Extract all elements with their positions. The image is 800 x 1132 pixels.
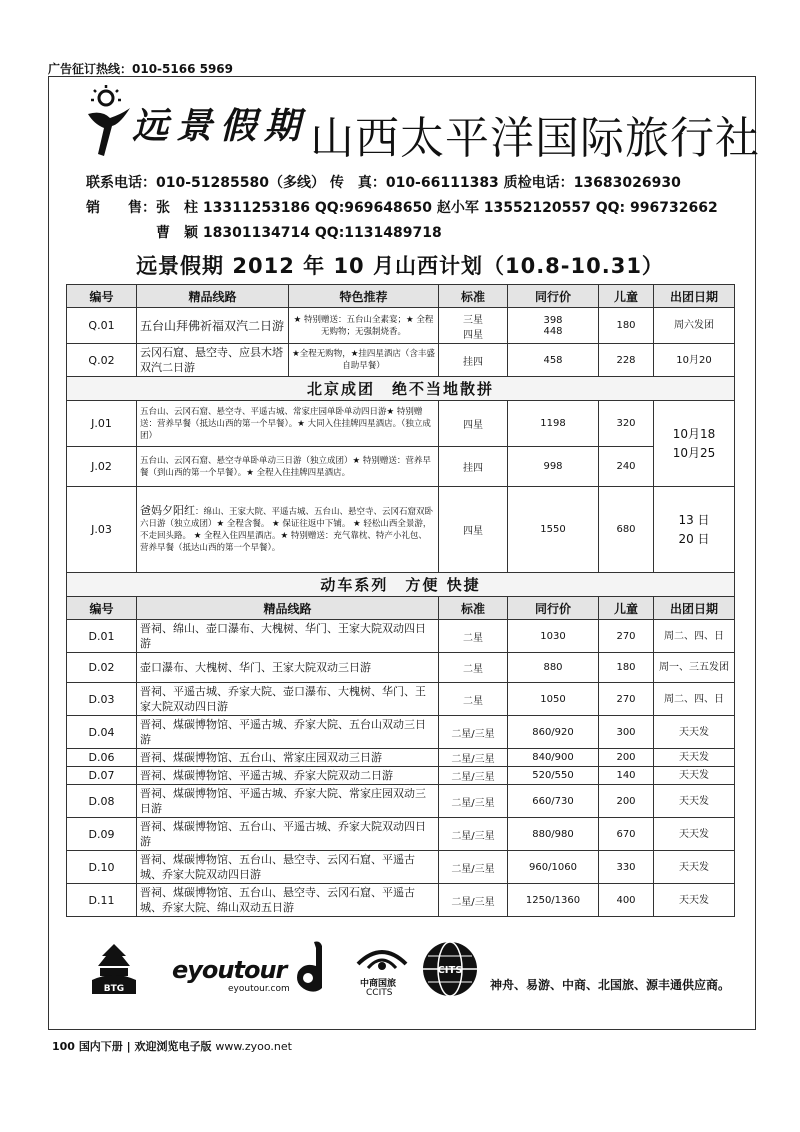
row-code: D.01 [67,620,137,653]
row-feature: ★ 特别赠送：五台山全素宴；★ 全程无购物；无强制烧香。 [289,308,439,344]
row-child: 200 [599,749,654,767]
ccits-label: CCITS [366,988,393,998]
row-route: 晋祠、绵山、壶口瀑布、大槐树、华门、王家大院双动四日游 [137,620,439,653]
row-standard: 四星 [439,487,508,573]
row-code: J.03 [67,487,137,573]
row-date: 天天发 [654,818,735,851]
row-date: 周二、四、日 [654,620,735,653]
row-code: D.02 [67,653,137,683]
supplier-note: 神舟、易游、中商、北国旅、源丰通供应商。 [490,978,731,992]
table-row [67,749,735,767]
plan-title: 远景假期 2012 年 10 月山西计划（10.8-10.31） [136,254,664,278]
row-child: 270 [599,620,654,653]
row-standard: 二星/三星 [439,749,508,767]
row-route: 晋祠、煤碳博物馆、五台山、悬空寺、云冈石窟、平遥古城、乔家大院双动四日游 [137,851,439,884]
row-price: 1198 [508,401,599,447]
col-date: 出团日期 [654,597,735,620]
brand-name: 远景假期 [132,105,309,147]
table-row [67,785,735,818]
row-standard: 二星 [439,620,508,653]
row-standard: 挂四 [439,344,508,377]
contact-line-phone: 联系电话：010-51285580（多线） 传 真：010-66111383 质检电话：13683026930 [86,175,681,191]
btg-logo-icon [88,940,140,996]
partner-logos [80,940,740,1000]
row-route: 五台山、云冈石窟、悬空寺、平遥古城、常家庄园单卧单动四日游★ 特别赠送：营养早餐（抵达山西的第一个早餐）。★ 大同入住挂牌四星酒店。（独立成团） [137,401,439,447]
col-child: 儿童 [599,285,654,308]
row-child: 228 [599,344,654,377]
row-feature: ★全程无购物，★挂四星酒店（含丰盛自助早餐） [289,344,439,377]
page-footer [52,1038,292,1054]
tour-schedule-table [66,284,735,917]
row-date: 10月20 [654,344,735,377]
contact-line-sales-2: 曹 颖 18301134714 QQ:1131489718 [156,225,442,241]
col-standard: 标准 [439,597,508,620]
row-code: J.02 [67,447,137,487]
row-date: 周六发团 [654,308,735,344]
row-child: 180 [599,308,654,344]
table-header-row [67,285,735,308]
table-row [67,401,735,447]
table-row [67,487,735,573]
btg-label: BTG [103,984,125,994]
ad-hotline: 广告征订热线：010-5166 5969 [48,62,234,76]
ccits-chinese: 中商国旅 [360,979,397,989]
row-price: 860/920 [508,716,599,749]
row-route: 云冈石窟、悬空寺、应县木塔双汽二日游 [137,344,289,377]
row-child: 680 [599,487,654,573]
eyoutour-logo: eyoutour [172,956,287,984]
row-date: 天天发 [654,716,735,749]
row-standard: 二星/三星 [439,818,508,851]
row-child: 300 [599,716,654,749]
table-row [67,716,735,749]
row-route: 五台山拜佛祈福双汽二日游 [137,308,289,344]
row-standard: 二星/三星 [439,767,508,785]
logo-banner [82,84,760,166]
row-code: Q.02 [67,344,137,377]
row-route: 晋祠、煤碳博物馆、五台山、常家庄园双动三日游 [137,749,439,767]
row-standard: 二星 [439,653,508,683]
row-code: D.09 [67,818,137,851]
table-row [67,851,735,884]
row-date-shared: 10月18 10月25 [654,401,735,487]
row-route: 晋祠、煤碳博物馆、平遥古城、乔家大院双动二日游 [137,767,439,785]
section-train-title: 动车系列 方便 快捷 [67,573,735,597]
table-row [67,818,735,851]
row-route: 晋祠、平遥古城、乔家大院、壶口瀑布、大槐树、华门、王家大院双动四日游 [137,683,439,716]
row-child: 270 [599,683,654,716]
footer-url: www.zyoo.net [215,1040,292,1053]
row-price: 1250/1360 [508,884,599,917]
row-code: D.04 [67,716,137,749]
row-route: 五台山、云冈石窟、悬空寺单卧单动三日游（独立成团）★ 特别赠送：营养早餐（到山西的第一个早餐）。★ 全程入住挂牌四星酒店。 [137,447,439,487]
row-code: D.11 [67,884,137,917]
row-code: D.08 [67,785,137,818]
cits-label: CITS [437,965,463,976]
col-feature: 特色推荐 [289,285,439,308]
row-standard: 三星 四星 [439,308,508,344]
footer-note: 欢迎浏览电子版 [134,1040,212,1053]
row-standard: 二星 [439,683,508,716]
route-detail: ：绵山、王家大院、平遥古城、五台山、悬空寺、云冈石窟双卧六日游（独立成团）★ 全程含餐。 ★ 保证往返中下铺。 ★ 轻松山西全景游，不走回头路。 ★ 全程入住四星酒店。★ 特别赠送：充气靠枕、特产小礼包、营养早餐（抵达山西的第一个早餐）。 [140,507,434,553]
row-code: D.10 [67,851,137,884]
contact-line-sales: 销 售：张 柱 13311253186 QQ:969648650 赵小军 13552120557 QQ: 996732662 [86,200,718,216]
col-route: 精品线路 [137,285,289,308]
row-standard: 二星/三星 [439,716,508,749]
row-standard: 挂四 [439,447,508,487]
row-code: J.01 [67,401,137,447]
page-number: 100 [52,1040,75,1053]
col-child: 儿童 [599,597,654,620]
table-row [67,767,735,785]
section-beijing-title: 北京成团 绝不当地散拼 [67,377,735,401]
row-price: 1050 [508,683,599,716]
row-child: 200 [599,785,654,818]
section-beijing-row [67,377,735,401]
col-code: 编号 [67,597,137,620]
cits-globe-icon [420,940,480,998]
row-child: 330 [599,851,654,884]
table-row [67,308,735,344]
table-row [67,884,735,917]
row-child: 400 [599,884,654,917]
row-price: 880/980 [508,818,599,851]
row-date: 天天发 [654,851,735,884]
row-standard: 二星/三星 [439,785,508,818]
row-route: 晋祠、煤碳博物馆、平遥古城、乔家大院、五台山双动三日游 [137,716,439,749]
ccits-logo-icon [352,944,412,974]
table-row [67,344,735,377]
row-route [137,487,439,573]
row-standard: 二星/三星 [439,851,508,884]
eyoutour-d-icon [292,940,330,994]
row-price: 960/1060 [508,851,599,884]
eyoutour-url: eyoutour.com [228,984,290,994]
row-child: 180 [599,653,654,683]
row-date: 天天发 [654,884,735,917]
col-date: 出团日期 [654,285,735,308]
row-route: 壶口瀑布、大槐树、华门、王家大院双动三日游 [137,653,439,683]
sun-figure-icon [82,84,132,160]
train-rows [67,620,735,917]
row-date: 天天发 [654,767,735,785]
row-price: 1030 [508,620,599,653]
section-train-row [67,573,735,597]
row-child: 240 [599,447,654,487]
row-date: 周二、四、日 [654,683,735,716]
footer-section: 国内下册 [78,1040,123,1053]
row-standard: 二星/三星 [439,884,508,917]
col-standard: 标准 [439,285,508,308]
row-date: 周一、三五发团 [654,653,735,683]
row-route: 晋祠、煤碳博物馆、五台山、平遥古城、乔家大院双动四日游 [137,818,439,851]
col-price: 同行价 [508,285,599,308]
row-code: D.06 [67,749,137,767]
footer-divider: | [126,1040,131,1053]
row-route: 晋祠、煤碳博物馆、五台山、悬空寺、云冈石窟、平遥古城、乔家大院、绵山双动五日游 [137,884,439,917]
row-price: 660/730 [508,785,599,818]
row-date: 13 日 20 日 [654,487,735,573]
row-price: 1550 [508,487,599,573]
col-price: 同行价 [508,597,599,620]
row-child: 670 [599,818,654,851]
table-row [67,447,735,487]
col-route: 精品线路 [137,597,439,620]
row-price: 880 [508,653,599,683]
table-row [67,620,735,653]
row-price: 840/900 [508,749,599,767]
row-price: 998 [508,447,599,487]
row-price: 458 [508,344,599,377]
row-code: D.07 [67,767,137,785]
table-header-row-2 [67,597,735,620]
row-price: 520/550 [508,767,599,785]
row-code: D.03 [67,683,137,716]
table-row [67,653,735,683]
row-price: 398 448 [508,308,599,344]
row-date: 天天发 [654,749,735,767]
row-route: 晋祠、煤碳博物馆、平遥古城、乔家大院、常家庄园双动三日游 [137,785,439,818]
route-title: 爸妈夕阳红 [140,504,195,517]
row-standard: 四星 [439,401,508,447]
table-row [67,683,735,716]
row-date: 天天发 [654,785,735,818]
row-child: 320 [599,401,654,447]
col-code: 编号 [67,285,137,308]
company-name: 山西太平洋国际旅行社 [310,113,760,164]
row-code: Q.01 [67,308,137,344]
row-child: 140 [599,767,654,785]
